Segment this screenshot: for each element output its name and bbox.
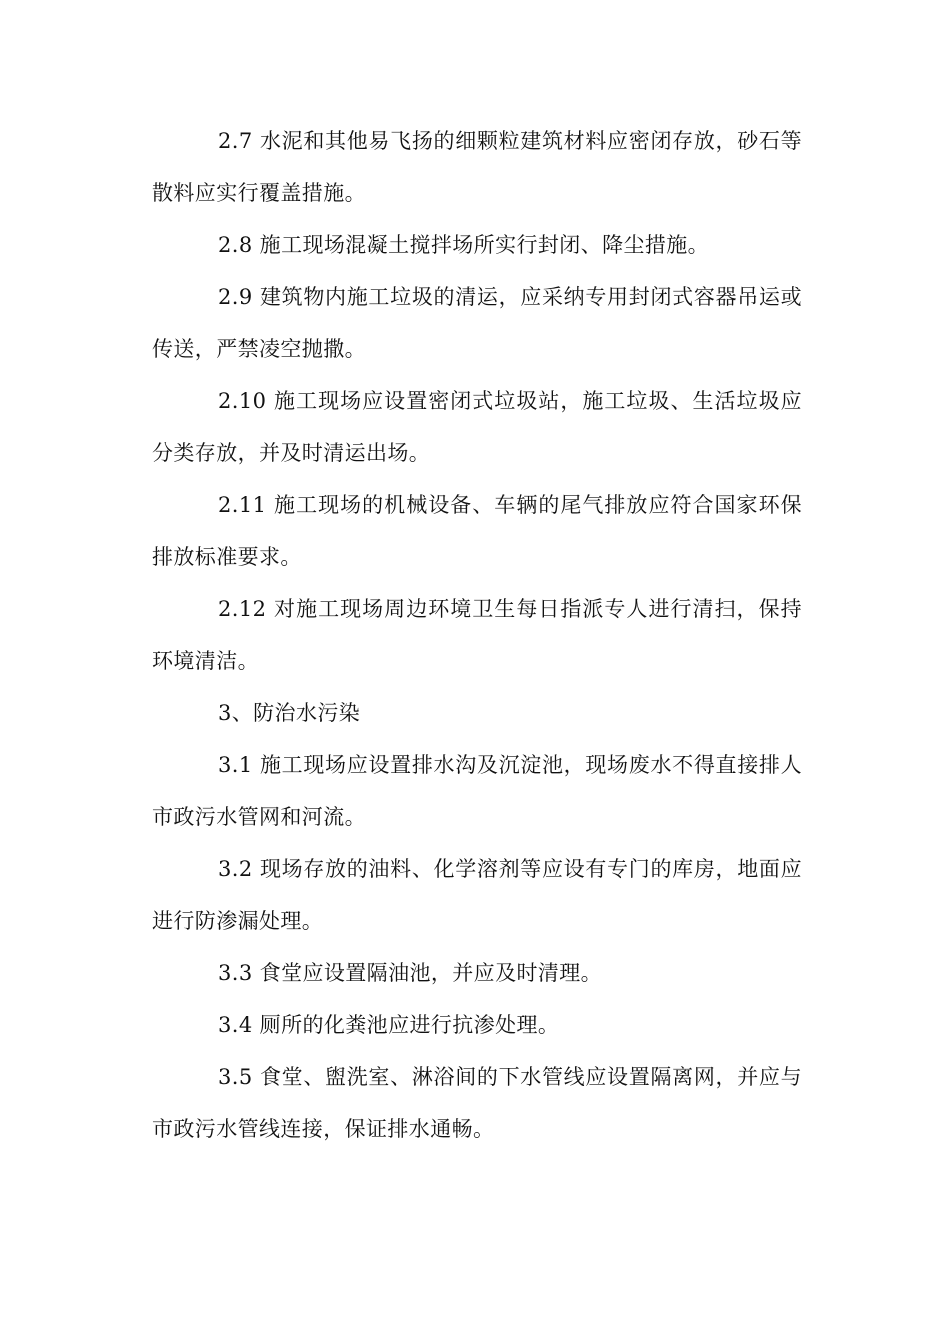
- paragraph-3-3: 3.3 食堂应设置隔油池，并应及时清理。: [218, 961, 603, 985]
- paragraph-2-7: 2.7 水泥和其他易飞扬的细颗粒建筑材料应密闭存放，砂石等散料应实行覆盖措施。: [152, 129, 802, 205]
- paragraph-2-10: 2.10 施工现场应设置密闭式垃圾站，施工垃圾、生活垃圾应分类存放，并及时清运出场。: [152, 389, 802, 465]
- paragraph-2-11: 2.11 施工现场的机械设备、车辆的尾气排放应符合国家环保排放标准要求。: [152, 493, 802, 569]
- section-heading-3: 3、防治水污染: [218, 701, 361, 725]
- paragraph-3-1: 3.1 施工现场应设置排水沟及沉淀池，现场废水不得直接排人市政污水管网和河流。: [152, 753, 802, 829]
- paragraph-3-2: 3.2 现场存放的油料、化学溶剂等应设有专门的库房，地面应进行防渗漏处理。: [152, 857, 802, 933]
- paragraph-2-9: 2.9 建筑物内施工垃圾的清运，应采纳专用封闭式容器吊运或传送，严禁凌空抛撒。: [152, 285, 802, 361]
- paragraph-3-5: 3.5 食堂、盥洗室、淋浴间的下水管线应设置隔离网，并应与市政污水管线连接，保证排水通畅。: [152, 1065, 802, 1141]
- paragraph-2-12: 2.12 对施工现场周边环境卫生每日指派专人进行清扫，保持环境清洁。: [152, 597, 802, 673]
- paragraph-3-4: 3.4 厕所的化粪池应进行抗渗处理。: [218, 1013, 560, 1037]
- document-body: [152, 115, 802, 1155]
- paragraph-2-8: 2.8 施工现场混凝土搅拌场所实行封闭、降尘措施。: [218, 233, 710, 257]
